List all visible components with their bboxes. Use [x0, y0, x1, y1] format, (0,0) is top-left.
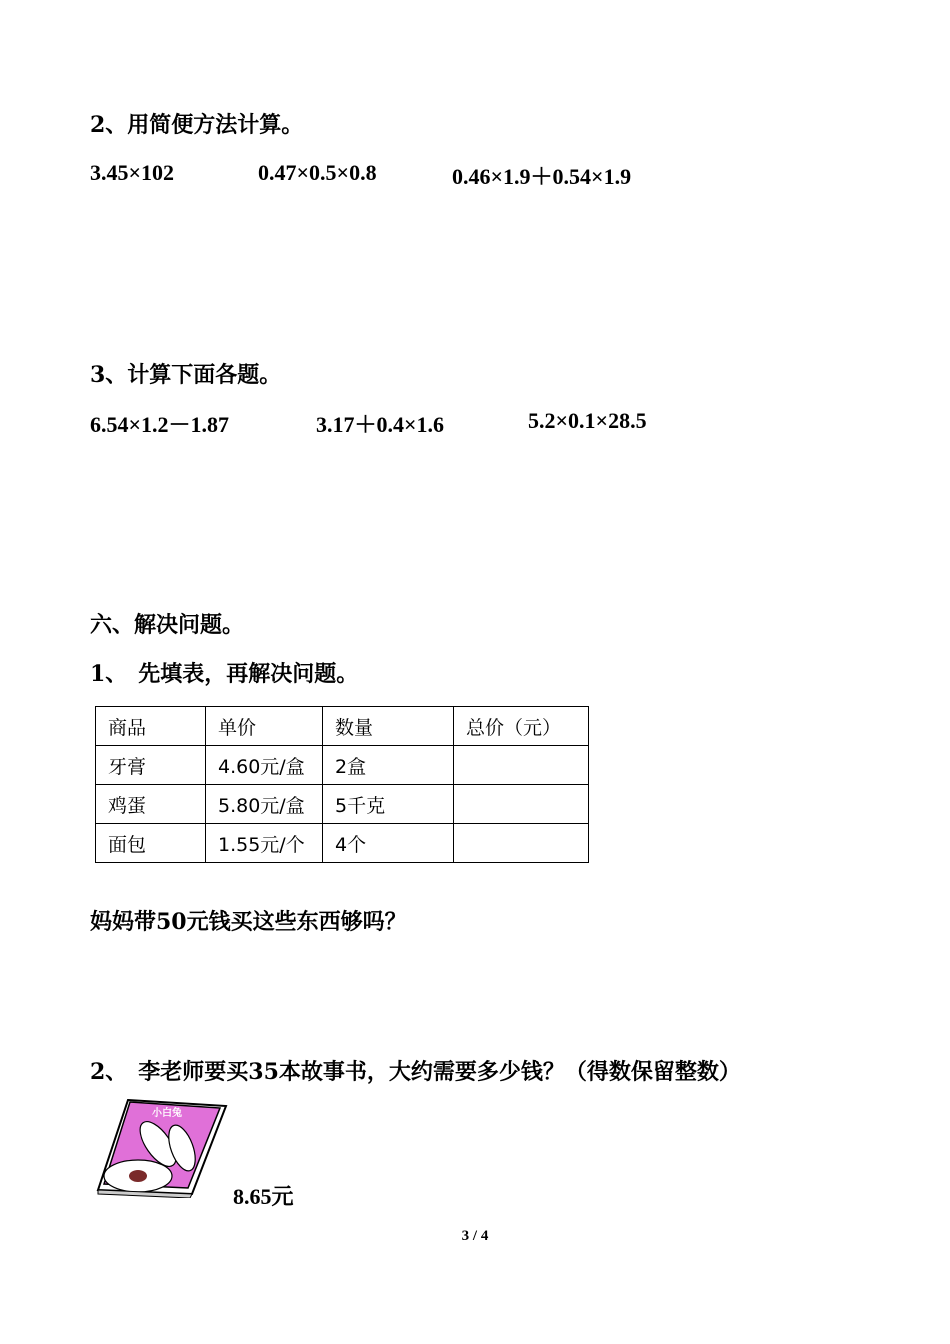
- header-cell: 总价（元）: [454, 707, 589, 746]
- table-cell: 4.60元/盒: [206, 746, 323, 785]
- header-cell: 单价: [206, 707, 323, 746]
- goods-table: [95, 706, 589, 863]
- table-cell: 5.80元/盒: [206, 785, 323, 824]
- q1-heading: 1、 先填表，再解决问题。: [90, 661, 359, 687]
- table-cell: 面包: [96, 824, 206, 863]
- table-cell: [454, 824, 589, 863]
- problem-2-3: 0.46×1.9＋0.54×1.9: [452, 164, 632, 189]
- table-cell: 牙膏: [96, 746, 206, 785]
- table-cell: 鸡蛋: [96, 785, 206, 824]
- table-row: [96, 824, 589, 863]
- problem-2-1: 3.45×102: [90, 160, 175, 185]
- problem-3-2: 3.17＋0.4×1.6: [316, 412, 445, 437]
- section3-heading: 3、计算下面各题。: [90, 362, 282, 388]
- book-price: 8.65元: [233, 1184, 294, 1209]
- page-number: 3 / 4: [461, 1228, 489, 1244]
- table-cell: 2盒: [323, 746, 454, 785]
- q2-heading: 2、 李老师要买35本故事书，大约需要多少钱？（得数保留整数）: [90, 1059, 741, 1085]
- table-header-row: [96, 707, 589, 746]
- table-cell: [454, 746, 589, 785]
- table-cell: 4个: [323, 824, 454, 863]
- part6-heading: 六、解决问题。: [90, 612, 245, 638]
- table-cell: [454, 785, 589, 824]
- problem-3-3: 5.2×0.1×28.5: [528, 408, 647, 433]
- book-title: 小白兔: [152, 1108, 182, 1119]
- table-cell: 1.55元/个: [206, 824, 323, 863]
- problem-3-1: 6.54×1.2－1.87: [90, 412, 230, 437]
- table-row: [96, 746, 589, 785]
- header-cell: 数量: [323, 707, 454, 746]
- header-cell: 商品: [96, 707, 206, 746]
- table-row: [96, 785, 589, 824]
- section2-heading: 2、用简便方法计算。: [90, 112, 304, 138]
- q1-question: 妈妈带50元钱买这些东西够吗？: [90, 909, 407, 935]
- storybook-image: [96, 1098, 230, 1198]
- problem-2-2: 0.47×0.5×0.8: [258, 160, 377, 185]
- table-cell: 5千克: [323, 785, 454, 824]
